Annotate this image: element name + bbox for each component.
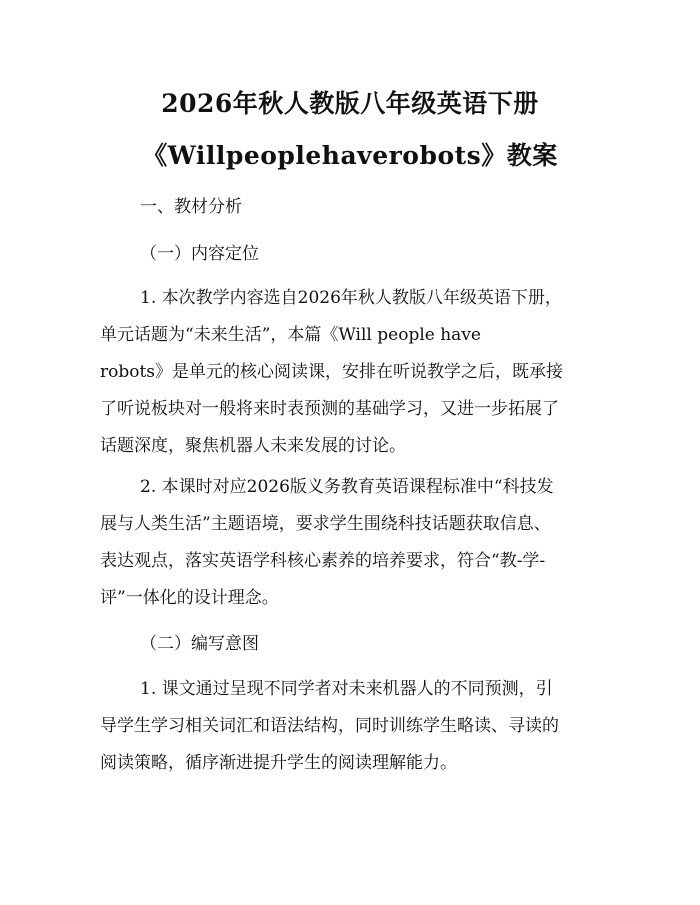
paragraph-line: robots》是单元的核心阅读课，安排在听说教学之后，既承接 <box>100 362 564 382</box>
paragraph-line: 2. 本课时对应2026版义务教育英语课程标准中“科技发 <box>140 477 554 497</box>
paragraph-line: 1. 本次教学内容选自2026年秋人教版八年级英语下册， <box>140 288 562 308</box>
subsection-heading-intent: （二）编写意图 <box>140 634 259 654</box>
paragraph-line: 话题深度，聚焦机器人未来发展的讨论。 <box>100 436 406 456</box>
paragraph-content-2 <box>100 469 600 617</box>
paragraph-content-1 <box>100 280 600 465</box>
paragraph-line: 1. 课文通过呈现不同学者对未来机器人的不同预测，引 <box>140 679 553 699</box>
paragraph-line: 评”一体化的设计理念。 <box>100 588 279 608</box>
section-heading-analysis: 一、教材分析 <box>140 197 242 217</box>
paragraph-line: 了听说板块对一般将来时表预测的基础学习，又进一步拓展了 <box>100 399 559 419</box>
paragraph-line: 导学生学习相关词汇和语法结构，同时训练学生略读、寻读的 <box>100 716 559 736</box>
document-title-line-2: 《Willpeoplehaverobots》教案 <box>142 141 558 170</box>
paragraph-line: 阅读策略，循序渐进提升学生的阅读理解能力。 <box>100 753 457 773</box>
paragraph-intent-1 <box>100 671 600 782</box>
document-title-line-1: 2026年秋人教版八年级英语下册 <box>161 89 539 118</box>
paragraph-line: 表达观点，落实英语学科核心素养的培养要求，符合“教-学- <box>100 551 546 571</box>
paragraph-line: 展与人类生活”主题语境，要求学生围绕科技话题获取信息、 <box>100 514 551 534</box>
paragraph-line: 单元话题为“未来生活”，本篇《Will people have <box>100 325 481 345</box>
subsection-heading-positioning: （一）内容定位 <box>140 244 259 264</box>
